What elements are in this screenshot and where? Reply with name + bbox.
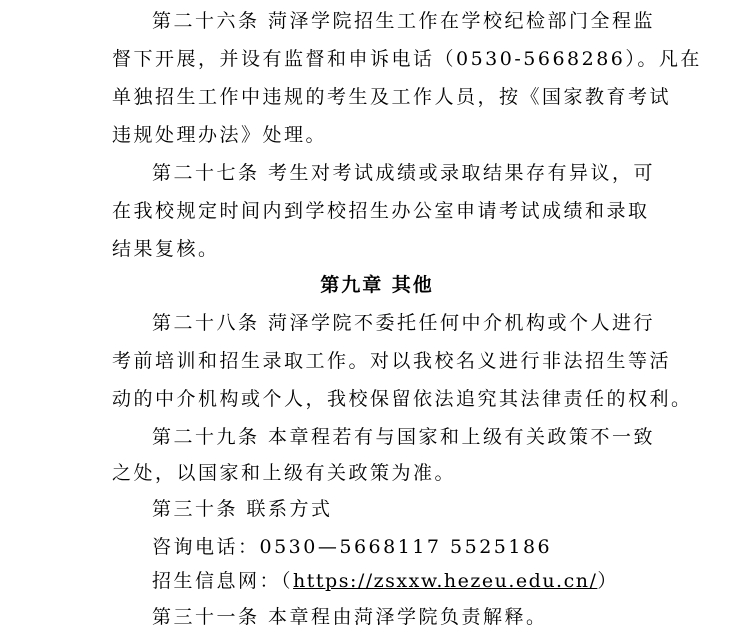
article-30-title: 第三十条 联系方式	[152, 498, 333, 520]
article-29-line-2: 之处，以国家和上级有关政策为准。	[112, 462, 457, 484]
website-label: 招生信息网：	[152, 570, 282, 592]
article-27-line-2: 在我校规定时间内到学校招生办公室申请考试成绩和录取	[112, 200, 650, 222]
article-28-line-1: 第二十八条 菏泽学院不委托任何中介机构或个人进行	[152, 312, 656, 334]
chapter-9-heading: 第九章 其他	[320, 274, 434, 296]
article-26-line-1: 第二十六条 菏泽学院招生工作在学校纪检部门全程监	[152, 10, 656, 32]
article-27-line-1: 第二十七条 考生对考试成绩或录取结果存有异议，可	[152, 162, 656, 184]
website-link[interactable]: https://zsxxw.hezeu.edu.cn/	[293, 570, 598, 592]
article-29-line-1: 第二十九条 本章程若有与国家和上级有关政策不一致	[152, 426, 656, 448]
article-26-line-2: 督下开展，并设有监督和申诉电话（0530-5668286）。凡在	[112, 48, 702, 70]
website-close-paren: ）	[597, 570, 619, 592]
article-28-line-2: 考前培训和招生录取工作。对以我校名义进行非法招生等活	[112, 350, 672, 372]
article-27-line-3: 结果复核。	[112, 238, 220, 260]
contact-phone: 咨询电话：0530—5668117 5525186	[152, 536, 553, 558]
article-26-line-3: 单独招生工作中违规的考生及工作人员，按《国家教育考试	[112, 86, 672, 108]
website-open-paren: （	[281, 570, 294, 592]
contact-website	[152, 566, 672, 596]
article-28-line-3: 动的中介机构或个人，我校保留依法追究其法律责任的权利。	[112, 388, 693, 410]
article-26-line-4: 违规处理办法》处理。	[112, 124, 328, 146]
article-31-line-1: 第三十一条 本章程由菏泽学院负责解释。	[152, 606, 548, 628]
